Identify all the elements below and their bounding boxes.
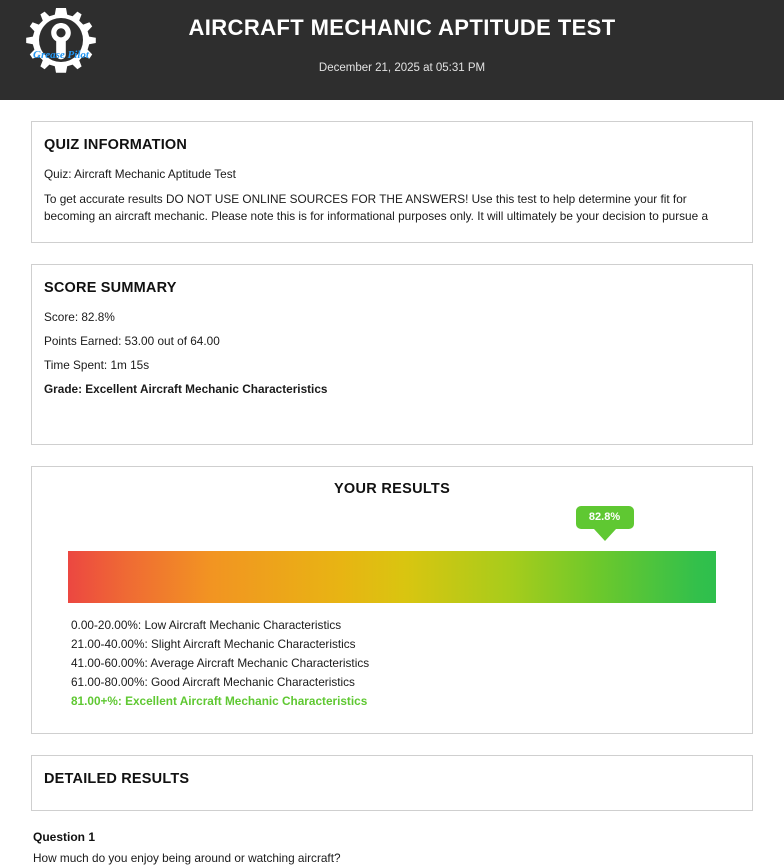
scale-item: 61.00-80.00%: Good Aircraft Mechanic Characteristics <box>71 675 355 689</box>
detailed-results-heading: DETAILED RESULTS <box>44 771 190 787</box>
scale-item: 81.00+%: Excellent Aircraft Mechanic Characteristics <box>71 694 368 708</box>
question-block <box>31 830 753 867</box>
score-marker <box>576 506 634 541</box>
score-gauge <box>68 506 716 598</box>
grade-value: Grade: Excellent Aircraft Mechanic Characteristics <box>44 382 328 396</box>
score-marker-arrow-icon <box>594 529 616 541</box>
score-gradient-bar <box>68 551 716 603</box>
svg-text:Grease Pilot: Grease Pilot <box>33 49 89 61</box>
page-title: AIRCRAFT MECHANIC APTITUDE TEST <box>188 15 616 40</box>
scale-item: 0.00-20.00%: Low Aircraft Mechanic Characteristics <box>71 618 342 632</box>
page-header <box>0 0 784 100</box>
page-timestamp: December 21, 2025 at 05:31 PM <box>318 62 486 74</box>
score-summary-heading: SCORE SUMMARY <box>44 280 177 296</box>
quiz-information-heading: QUIZ INFORMATION <box>44 137 188 153</box>
points-earned-value: Points Earned: 53.00 out of 64.00 <box>44 334 220 348</box>
score-summary-card <box>31 264 753 445</box>
scale-item: 41.00-60.00%: Average Aircraft Mechanic Characteristics <box>71 656 370 670</box>
score-marker-label: 82.8% <box>576 506 634 529</box>
header-text-block <box>0 14 784 74</box>
your-results-card <box>31 466 753 734</box>
page-body <box>0 121 784 867</box>
scale-item: 21.00-40.00%: Slight Aircraft Mechanic Characteristics <box>71 637 356 651</box>
score-scale-legend <box>71 616 752 711</box>
score-value: Score: 82.8% <box>44 310 115 324</box>
question-number: Question 1 <box>33 830 96 844</box>
question-text: How much do you enjoy being around or watching aircraft? <box>33 851 341 865</box>
quiz-description: To get accurate results DO NOT USE ONLINE SOURCES FOR THE ANSWERS! Use this test to help determine your fit for becoming an aircraft mechanic. Please note this is for informational purposes only. It will ultimately be your decision to pursue a <box>44 192 709 223</box>
time-spent-value: Time Spent: 1m 15s <box>44 358 150 372</box>
detailed-results-card <box>31 755 753 811</box>
quiz-name: Quiz: Aircraft Mechanic Aptitude Test <box>44 167 236 181</box>
quiz-information-card <box>31 121 753 243</box>
your-results-heading: YOUR RESULTS <box>333 481 451 497</box>
